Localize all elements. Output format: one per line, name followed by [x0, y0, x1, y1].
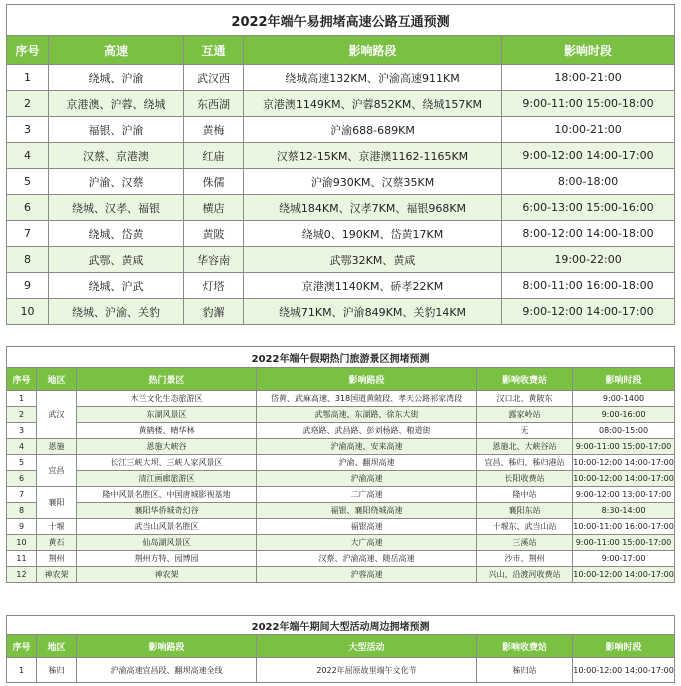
cell: 1	[7, 65, 49, 91]
cell: 大广高速	[257, 535, 477, 551]
table-row	[7, 117, 675, 143]
cell: 18:00-21:00	[502, 65, 675, 91]
cell: 武汉西	[184, 65, 244, 91]
cell: 沙市、荆州	[477, 551, 573, 567]
cell: 8	[7, 247, 49, 273]
cell: 长江三峡大坝、三峡人家风景区	[77, 455, 257, 471]
cell: 6:00-13:00 15:00-16:00	[502, 195, 675, 221]
cell: 9:00-11:00 15:00-17:00	[573, 439, 675, 455]
table-row	[7, 551, 675, 567]
table-title: 2022年端午易拥堵高速公路互通预测	[7, 5, 675, 36]
cell: 京港澳1149KM、沪蓉852KM、绕城157KM	[244, 91, 502, 117]
cell: 襄阳华侨城奇幻谷	[77, 503, 257, 519]
col-header: 影响收费站	[477, 368, 573, 391]
cell: 福银高速	[257, 519, 477, 535]
col-header: 影响路段	[257, 368, 477, 391]
cell: 侏儒	[184, 169, 244, 195]
cell: 6	[7, 195, 49, 221]
table-row	[7, 535, 675, 551]
cell: 8:00-18:00	[502, 169, 675, 195]
col-header: 序号	[7, 368, 37, 391]
col-header: 影响时段	[573, 635, 675, 658]
cell: 10:00-12:00 14:00-17:00	[573, 567, 675, 583]
cell: 汉蔡12-15KM、京港澳1162-1165KM	[244, 143, 502, 169]
cell: 1	[7, 391, 37, 407]
table-title: 2022年端午假期热门旅游景区拥堵预测	[7, 347, 675, 368]
cell: 隆中风景名胜区、中国唐城影视基地	[77, 487, 257, 503]
cell: 荆州方特、园博园	[77, 551, 257, 567]
cell: 9:00-17:00	[573, 551, 675, 567]
table-row	[7, 658, 675, 683]
cell: 10:00-21:00	[502, 117, 675, 143]
cell: 三溪站	[477, 535, 573, 551]
cell: 10:00-12:00 14:00-17:00	[573, 658, 675, 683]
cell: 2022年屈原故里端午文化节	[257, 658, 477, 683]
cell: 清江画廊旅游区	[77, 471, 257, 487]
cell: 9:00-16:00	[573, 407, 675, 423]
table-title: 2022年端午期间大型活动周边拥堵预测	[7, 616, 675, 635]
cell: 襄阳东站	[477, 503, 573, 519]
cell: 8:30-14:00	[573, 503, 675, 519]
table-row	[7, 487, 675, 503]
region-cell: 黄石	[37, 535, 77, 551]
cell: 绕城、岱黄	[49, 221, 184, 247]
cell: 横店	[184, 195, 244, 221]
cell: 恩施大峡谷	[77, 439, 257, 455]
cell: 沪渝、汉蔡	[49, 169, 184, 195]
table-row	[7, 273, 675, 299]
col-header: 影响路段	[77, 635, 257, 658]
table-row	[7, 439, 675, 455]
cell: 宜昌、秭归、秭归港站	[477, 455, 573, 471]
cell: 秭归站	[477, 658, 573, 683]
cell: 汉蔡、沪渝高速、随岳高速	[257, 551, 477, 567]
cell: 7	[7, 221, 49, 247]
table-row	[7, 455, 675, 471]
cell: 福银、襄阳绕城高速	[257, 503, 477, 519]
table-row	[7, 423, 675, 439]
cell: 10:00-12:00 14:00-17:00	[573, 455, 675, 471]
cell: 神农架	[77, 567, 257, 583]
cell: 5	[7, 455, 37, 471]
cell: 4	[7, 143, 49, 169]
cell: 11	[7, 551, 37, 567]
region-cell: 神农架	[37, 567, 77, 583]
cell: 沪渝930KM、汉蔡35KM	[244, 169, 502, 195]
cell: 3	[7, 423, 37, 439]
highway-interchange-table	[6, 4, 675, 325]
cell: 9:00-1400	[573, 391, 675, 407]
cell: 黄梅	[184, 117, 244, 143]
cell: 12	[7, 567, 37, 583]
table-row	[7, 91, 675, 117]
col-header: 影响时段	[573, 368, 675, 391]
cell: 3	[7, 117, 49, 143]
col-header: 互通	[184, 36, 244, 65]
cell: 绕城71KM、沪渝849KM、关豹14KM	[244, 299, 502, 325]
col-header: 高速	[49, 36, 184, 65]
scenic-spot-congestion-table	[6, 346, 675, 583]
cell: 9:00-12:00 14:00-17:00	[502, 143, 675, 169]
cell: 2	[7, 407, 37, 423]
cell: 十堰东、武当山站	[477, 519, 573, 535]
table-row	[7, 519, 675, 535]
cell: 9:00-12:00 13:00-17:00	[573, 487, 675, 503]
cell: 10:00-12:00 14:00-17:00	[573, 471, 675, 487]
table-row	[7, 567, 675, 583]
cell: 9:00-11:00 15:00-17:00	[573, 535, 675, 551]
cell: 绕城、沪渝	[49, 65, 184, 91]
cell: 10	[7, 299, 49, 325]
cell: 京港澳1140KM、硚孝22KM	[244, 273, 502, 299]
cell: 二广高速	[257, 487, 477, 503]
cell: 沪渝、翻坝高速	[257, 455, 477, 471]
cell: 露家岭站	[477, 407, 573, 423]
cell: 9	[7, 519, 37, 535]
region-cell: 十堰	[37, 519, 77, 535]
cell: 黄陂	[184, 221, 244, 247]
cell: 6	[7, 471, 37, 487]
cell: 2	[7, 91, 49, 117]
table-row	[7, 143, 675, 169]
cell: 无	[477, 423, 573, 439]
region-cell: 襄阳	[37, 487, 77, 519]
cell: 9:00-12:00 14:00-17:00	[502, 299, 675, 325]
col-header: 大型活动	[257, 635, 477, 658]
table-row	[7, 221, 675, 247]
cell: 岱黄、武麻高速、318国道黄陂段、孝天公路祁家湾段	[257, 391, 477, 407]
table-row	[7, 503, 675, 519]
col-header: 序号	[7, 635, 37, 658]
cell: 绕城、沪渝、关豹	[49, 299, 184, 325]
cell: 5	[7, 169, 49, 195]
region-cell: 荆州	[37, 551, 77, 567]
cell: 08:00-15:00	[573, 423, 675, 439]
cell: 10	[7, 535, 37, 551]
cell: 9:00-11:00 15:00-18:00	[502, 91, 675, 117]
cell: 隆中站	[477, 487, 573, 503]
table-row	[7, 407, 675, 423]
region-cell: 武汉	[37, 391, 77, 439]
col-header: 地区	[37, 368, 77, 391]
cell: 绕城0、190KM、岱黄17KM	[244, 221, 502, 247]
cell: 沪渝高速、安来高速	[257, 439, 477, 455]
col-header: 序号	[7, 36, 49, 65]
cell: 1	[7, 658, 37, 683]
cell: 绕城高速132KM、沪渝高速911KM	[244, 65, 502, 91]
cell: 武当山风景名胜区	[77, 519, 257, 535]
region-cell: 宜昌	[37, 455, 77, 487]
cell: 豹澥	[184, 299, 244, 325]
table-row	[7, 65, 675, 91]
col-header: 热门景区	[77, 368, 257, 391]
col-header: 影响时段	[502, 36, 675, 65]
cell: 灯塔	[184, 273, 244, 299]
cell: 仙岛湖风景区	[77, 535, 257, 551]
cell: 4	[7, 439, 37, 455]
cell: 华容南	[184, 247, 244, 273]
cell: 绕城、汉孝、福银	[49, 195, 184, 221]
cell: 秭归	[37, 658, 77, 683]
cell: 红庙	[184, 143, 244, 169]
table-row	[7, 391, 675, 407]
cell: 武鄂、黄咸	[49, 247, 184, 273]
cell: 7	[7, 487, 37, 503]
table-row	[7, 299, 675, 325]
cell: 汉口北、黄陂东	[477, 391, 573, 407]
cell: 京港澳、沪蓉、绕城	[49, 91, 184, 117]
cell: 东湖风景区	[77, 407, 257, 423]
event-congestion-table	[6, 615, 675, 683]
cell: 沪渝688-689KM	[244, 117, 502, 143]
cell: 武鄂32KM、黄咸	[244, 247, 502, 273]
cell: 长阳收费站	[477, 471, 573, 487]
table-row	[7, 471, 675, 487]
cell: 武鄂高速、东湖路、徐东大街	[257, 407, 477, 423]
table-row	[7, 247, 675, 273]
region-cell: 恩施	[37, 439, 77, 455]
cell: 沪渝高速宜昌段、翻坝高速全线	[77, 658, 257, 683]
cell: 沪渝高速	[257, 471, 477, 487]
cell: 沪蓉高速	[257, 567, 477, 583]
cell: 木兰文化生态旅游区	[77, 391, 257, 407]
table-row	[7, 195, 675, 221]
col-header: 影响收费站	[477, 635, 573, 658]
cell: 绕城、沪武	[49, 273, 184, 299]
cell: 8:00-12:00 14:00-18:00	[502, 221, 675, 247]
cell: 19:00-22:00	[502, 247, 675, 273]
cell: 8	[7, 503, 37, 519]
col-header: 影响路段	[244, 36, 502, 65]
cell: 东西湖	[184, 91, 244, 117]
cell: 汉蔡、京港澳	[49, 143, 184, 169]
cell: 8:00-11:00 16:00-18:00	[502, 273, 675, 299]
cell: 绕城184KM、汉孝7KM、福银968KM	[244, 195, 502, 221]
table-row	[7, 169, 675, 195]
cell: 恩施北、大峡谷站	[477, 439, 573, 455]
cell: 武珞路、武昌路、彭刘杨路、粮道街	[257, 423, 477, 439]
cell: 黄鹤楼、晴华林	[77, 423, 257, 439]
cell: 9	[7, 273, 49, 299]
cell: 福银、沪渝	[49, 117, 184, 143]
cell: 兴山、沿渡河收费站	[477, 567, 573, 583]
col-header: 地区	[37, 635, 77, 658]
cell: 10:00-11:00 16:00-17:00	[573, 519, 675, 535]
